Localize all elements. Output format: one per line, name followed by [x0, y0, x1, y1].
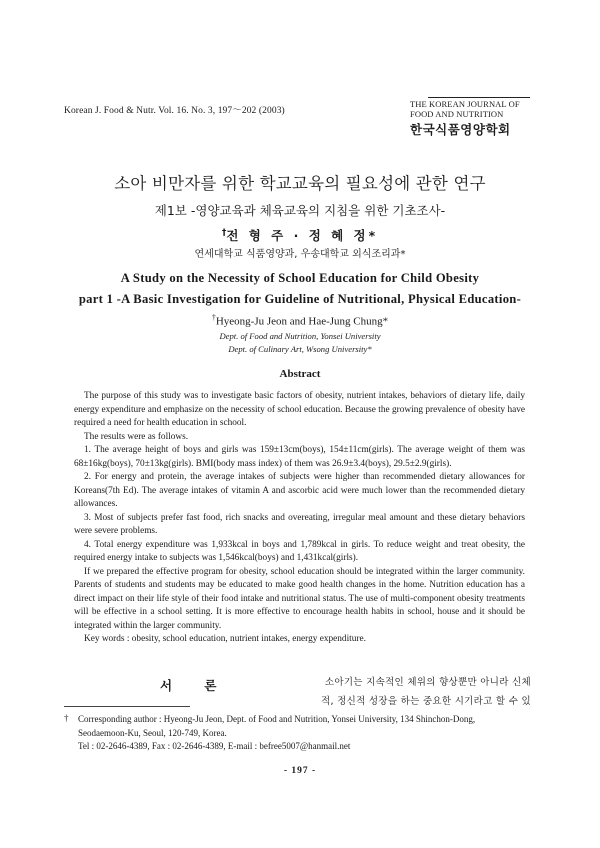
journal-name-en-line2: FOOD AND NUTRITION	[410, 108, 504, 119]
affiliation-ko: 연세대학교 식품영양과, 우송대학교 외식조리과*	[194, 249, 406, 260]
authors-ko	[0, 226, 600, 244]
affiliation-en-line1: Dept. of Food and Nutrition, Yonsei University	[219, 331, 381, 341]
authors-en-dagger: †	[211, 313, 216, 322]
footnote-contact: Tel : 02-2646-4389, Fax : 02-2646-4389, E-mail : befree5007@hanmail.net	[78, 741, 351, 751]
paper-subtitle-ko: 제1보 -영양교육과 체육교육의 지침을 위한 기초조사-	[154, 203, 446, 218]
abstract-paragraph: The purpose of this study was to investigate basic factors of obesity, nutrient intakes, behaviors of dietary life, daily energy expenditure and emphasize on the necessity of school education. Because the growing prevalence of obesity have required a need for health education in school.	[74, 391, 525, 428]
abstract-paragraph: The results were as follows.	[84, 431, 189, 442]
journal-citation: Korean J. Food & Nutr. Vol. 16. No. 3, 197～202 (2003)	[64, 106, 285, 116]
journal-name-ko: 한국식품영양학회	[410, 122, 511, 137]
authors-ko-names: 전 형 주 · 정 혜 정*	[226, 228, 379, 243]
journal-name-en-line1: THE KOREAN JOURNAL OF	[410, 99, 520, 109]
section-heading-introduction: 서 론	[160, 678, 231, 693]
footnote-line: Seodaemoon-Ku, Seoul, 120-749, Korea.	[78, 727, 227, 738]
authors-en	[0, 313, 600, 328]
footnote-corresponding-author: Corresponding author : Hyeong-Ju Jeon, Dept. of Food and Nutrition, Yonsei University, 134 Shinchon-Dong,	[78, 714, 476, 724]
footnote-dagger: †	[64, 713, 69, 723]
page-number: - 197 -	[283, 766, 317, 776]
paper-title-en	[0, 268, 600, 310]
authors-ko-dagger: †	[221, 227, 227, 238]
abstract-keywords: Key words : obesity, school education, nutrient intakes, energy expenditure.	[84, 634, 366, 644]
abstract-body	[74, 390, 525, 647]
footnote-rule	[64, 706, 190, 707]
journal-header-rule	[428, 97, 530, 98]
authors-en-names: Hyeong-Ju Jeon and Hae-Jung Chung*	[215, 315, 389, 328]
introduction-text	[311, 673, 531, 711]
abstract-paragraph: 3. Most of subjects prefer fast food, rich snacks and overeating, irregular meal amount and these dietary behaviors were severe problems.	[74, 512, 525, 536]
paper-title-ko: 소아 비만자를 위한 학교교육의 필요성에 관한 연구	[114, 174, 486, 193]
abstract-paragraph: 4. Total energy expenditure was 1,933kcal in boys and 1,789kcal in girls. To reduce weight and treat obesity, the required energy intake to subjects was 1,546kcal(boys) and 1,431kcal(girls).	[74, 539, 525, 563]
footnote	[64, 713, 530, 754]
paper-title-en-line1: A Study on the Necessity of School Education for Child Obesity	[120, 271, 480, 285]
abstract-paragraph: If we prepared the effective program for obesity, school education should be integrated within the larger community. Parents of students and students may be educated to make good health changes in the home. Nutrition education has a direct impact on their life style of their food intake and nutritional status. The use of multi-component obesity treatments will be effective in a school setting. It is more effective to encourage health habits in school, house and it should be integrated within the larger community.	[74, 566, 525, 631]
paper-title-en-line2: part 1 -A Basic Investigation for Guideline of Nutritional, Physical Education-	[78, 292, 522, 306]
journal-name-block	[410, 100, 530, 138]
introduction-line: 소아기는 지속적인 체위의 향상뿐만 아니라 신체	[324, 677, 531, 688]
abstract-paragraph: 1. The average height of boys and girls was 159±13cm(boys), 154±11cm(girls). The average weight of them was 68±16kg(boys), 70±13kg(girls). BMI(body mass index) of them was 26.9±3.4(boys), 29.5±2.9(girls).	[74, 445, 525, 469]
affiliation-en-line2: Dept. of Culinary Art, Wsong University*	[228, 343, 372, 354]
abstract-paragraph: 2. For energy and protein, the average intakes of subjects were higher than recommended dietary allowances for Koreans(7th Ed). The average intakes of vitamin A and ascorbic acid were much lower than the recommended dietary allowances.	[74, 472, 525, 509]
affiliation-en	[0, 330, 600, 355]
abstract-heading: Abstract	[279, 368, 321, 380]
footnote-line	[64, 713, 530, 727]
introduction-line: 적, 정신적 성장을 하는 중요한 시기라고 할 수 있	[321, 696, 531, 707]
